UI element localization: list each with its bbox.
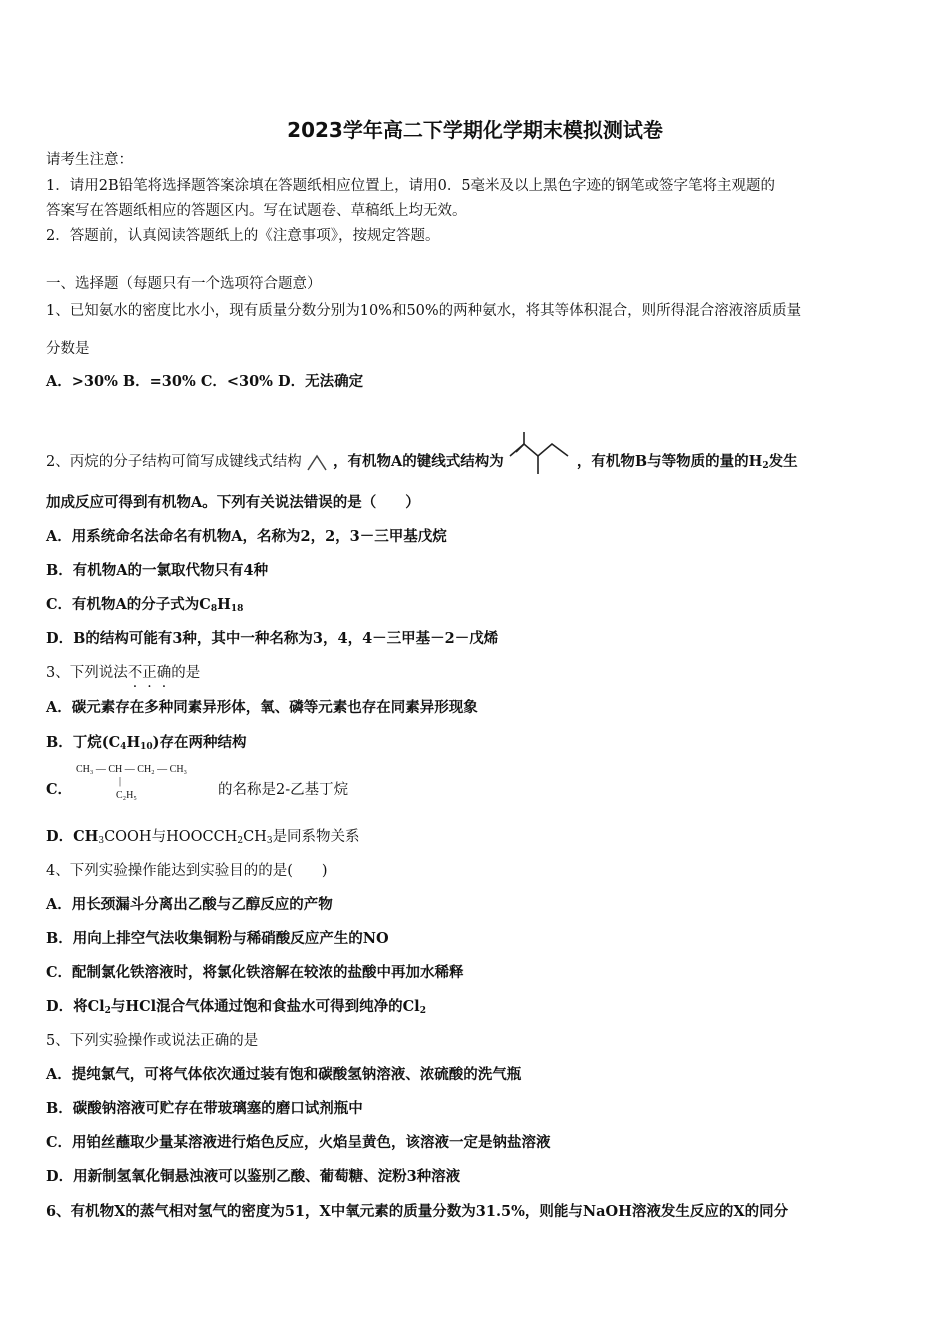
q2-text-1: 2、丙烷的分子结构可简写成键线式结构 — [46, 454, 302, 470]
q3-d-mid: COOH与HOOCCH — [104, 829, 238, 845]
q4-option-b: B．用向上排空气法收集铜粉与稀硝酸反应产生的NO — [46, 930, 389, 947]
q5-stem: 5、下列实验操作或说法正确的是 — [46, 1033, 259, 1049]
q3-b-post: )存在两种结构 — [152, 734, 247, 751]
q3-b-sub-1: 4 — [120, 742, 127, 752]
notice-item-1-line-1: 1．请用2B铅笔将选择题答案涂填在答题纸相应位置上，请用0．5毫米及以上黑色字迹的钢笔或签字笔将主观题的 — [46, 178, 776, 194]
q3-structure-bond: | — [119, 776, 122, 787]
q3-d-sub-3: 3 — [266, 836, 273, 846]
q1-stem-line-2: 分数是 — [46, 341, 90, 357]
compound-a-skeletal-icon — [508, 430, 572, 482]
q2-c-sub-1: 8 — [210, 604, 218, 614]
q3-option-d — [46, 827, 360, 851]
q3-d-post: 是同系物关系 — [272, 829, 360, 845]
q2-option-c-text: C．有机物A的分子式为C — [46, 596, 211, 613]
q3-stem-post: 的是 — [171, 665, 201, 681]
q3-emphasis-char-3: 确 — [156, 665, 172, 681]
q5-option-b: B．碳酸钠溶液可贮存在带玻璃塞的磨口试剂瓶中 — [46, 1100, 363, 1117]
q3-b-sub-2: 10 — [140, 742, 153, 752]
q3-d-pre: D．CH — [46, 828, 99, 845]
notice-item-1-line-2: 答案写在答题纸相应的答题区内。写在试题卷、草稿纸上均无效。 — [46, 203, 467, 219]
q2-text-4: 发生 — [768, 453, 798, 470]
q4-option-a: A．用长颈漏斗分离出乙酸与乙醇反应的产物 — [46, 896, 333, 913]
q4-d-pre: D．将Cl — [46, 998, 105, 1015]
section-heading: 一、选择题（每题只有一个选项符合题意） — [46, 276, 322, 292]
q3-stem — [46, 663, 200, 683]
q3-b-pre: B．丁烷(C — [46, 734, 121, 751]
q5-option-c: C．用铂丝蘸取少量某溶液进行焰色反应，火焰呈黄色，该溶液一定是钠盐溶液 — [46, 1134, 551, 1151]
q4-stem: 4、下列实验操作能达到实验目的的是( ) — [46, 863, 328, 879]
q3-b-h: H — [126, 734, 141, 751]
propane-skeletal-icon — [306, 452, 328, 472]
q2-option-b: B．有机物A的一氯取代物只有4种 — [46, 562, 269, 579]
notice-heading: 请考生注意： — [46, 152, 133, 168]
q3-d-mid-2: CH — [243, 829, 267, 845]
q1-options: A．>30% B．=30% C．<30% D．无法确定 — [46, 373, 364, 390]
notice-item-2: 2．答题前，认真阅读答题纸上的《注意事项》，按规定答题。 — [46, 228, 440, 244]
q2-stem-line-1 — [46, 430, 798, 482]
q3-structure-main-chain: CH₃ — CH — CH₂ — CH₃ — [76, 764, 188, 775]
q4-option-d — [46, 997, 426, 1021]
q3-option-c-label: C． — [46, 781, 73, 798]
q6-stem-line-1: 6、有机物X的蒸气相对氢气的密度为51，X中氧元素的质量分数为31.5%，则能与NaOH溶液发生反应的X的同分 — [46, 1203, 789, 1220]
q3-d-sub-1: 3 — [98, 836, 105, 846]
q4-d-sub-1: 2 — [104, 1006, 111, 1016]
q4-d-sub-2: 2 — [419, 1006, 426, 1016]
q2-c-h: H — [217, 596, 231, 613]
q2-stem-line-2: 加成反应可得到有机物A。下列有关说法错误的是（ ） — [46, 494, 420, 511]
q4-d-mid: 与HCl混合气体通过饱和食盐水可得到纯净的Cl — [110, 998, 420, 1015]
q3-emphasis-char-1: 不 — [127, 665, 143, 681]
q2-h2-subscript: 2 — [762, 461, 769, 471]
q2-c-sub-2: 18 — [230, 604, 244, 614]
q3-structure-branch: C₂H₅ — [116, 790, 137, 801]
q4-option-c: C．配制氯化铁溶液时，将氯化铁溶解在较浓的盐酸中再加水稀释 — [46, 964, 464, 981]
q3-d-sub-2: 2 — [237, 836, 244, 846]
q2-text-3: ，有机物B与等物质的量的H — [576, 453, 763, 470]
q3-option-b — [46, 733, 247, 757]
q3-stem-pre: 3、下列说法 — [46, 665, 128, 681]
exam-title: 2023学年高二下学期化学期末模拟测试卷 — [287, 118, 663, 142]
q2-option-d: D．B的结构可能有3种，其中一种名称为3，4，4－三甲基－2－戊烯 — [46, 630, 499, 647]
q1-stem-line-1: 1、已知氨水的密度比水小，现有质量分数分别为10%和50%的两种氨水，将其等体积混合，则所得混合溶液溶质质量 — [46, 303, 802, 319]
q3-option-c-text: 的名称是2-乙基丁烷 — [218, 782, 349, 798]
q2-text-2: ，有机物A的键线式结构为 — [332, 453, 504, 470]
q2-option-a: A．用系统命名法命名有机物A，名称为2，2，3－三甲基戊烷 — [46, 528, 447, 545]
q2-option-c — [46, 595, 243, 619]
q3-option-a: A．碳元素存在多种同素异形体，氧、磷等元素也存在同素异形现象 — [46, 699, 478, 716]
q5-option-a: A．提纯氯气，可将气体依次通过装有饱和碳酸氢钠溶液、浓硫酸的洗气瓶 — [46, 1066, 522, 1083]
q3-emphasis-char-2: 正 — [142, 665, 157, 681]
q5-option-d: D．用新制氢氧化铜悬浊液可以鉴别乙酸、葡萄糖、淀粉3种溶液 — [46, 1168, 461, 1185]
